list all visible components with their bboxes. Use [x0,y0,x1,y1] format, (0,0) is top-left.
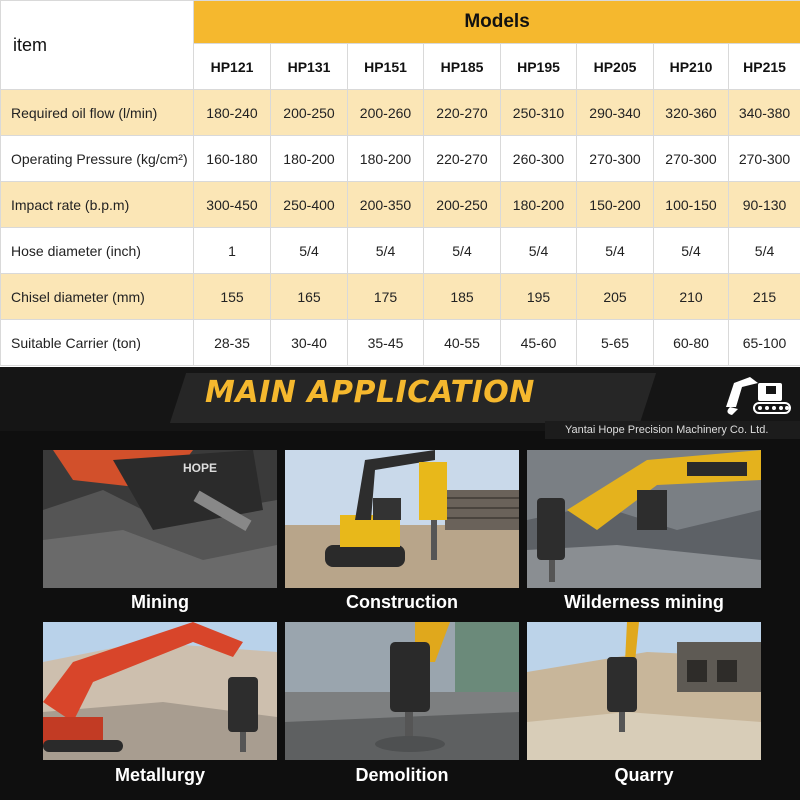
spec-row [1,274,800,320]
spec-row [1,320,800,366]
spec-value: 1 [194,228,271,274]
tile-caption: Metallurgy [114,765,206,785]
spec-value: 5-65 [577,320,654,366]
spec-value: 290-340 [577,90,654,136]
model-name: HP151 [348,44,424,90]
spec-row [1,228,800,274]
spec-value: 155 [194,274,271,320]
spec-table-section [0,0,800,367]
spec-value: 185 [424,274,501,320]
spec-value: 215 [729,274,800,320]
spec-value: 60-80 [654,320,729,366]
spec-value: 40-55 [424,320,501,366]
spec-value: 65-100 [729,320,800,366]
company-name: Yantai Hope Precision Machinery Co. Ltd. [545,421,800,439]
spec-value: 220-270 [424,90,501,136]
row-label: Required oil flow (l/min) [1,90,194,136]
row-label: Impact rate (b.p.m) [1,182,194,228]
tile-caption: Demolition [355,765,449,785]
spec-value: 270-300 [729,136,800,182]
spec-value: 320-360 [654,90,729,136]
row-label: Operating Pressure (kg/cm²) [1,136,194,182]
spec-value: 250-400 [271,182,348,228]
spec-value: 200-250 [271,90,348,136]
spec-value: 160-180 [194,136,271,182]
spec-value: 5/4 [271,228,348,274]
spec-value: 165 [271,274,348,320]
spec-value: 5/4 [729,228,800,274]
spec-row [1,182,800,228]
tile-caption: Construction [346,592,458,612]
spec-value: 270-300 [577,136,654,182]
spec-value: 180-200 [348,136,424,182]
spec-value: 195 [501,274,577,320]
spec-value: 200-350 [348,182,424,228]
tile-caption: Quarry [614,765,674,785]
spec-value: 180-200 [271,136,348,182]
spec-value: 340-380 [729,90,800,136]
spec-value: 300-450 [194,182,271,228]
main-application-section [0,367,800,800]
model-name: HP195 [501,44,577,90]
spec-value: 5/4 [577,228,654,274]
quarry-photo [527,622,761,760]
spec-value: 180-240 [194,90,271,136]
model-name: HP185 [424,44,501,90]
models-header: Models [194,1,800,44]
spec-value: 175 [348,274,424,320]
tile-caption: Wilderness mining [564,592,724,612]
spec-value: 30-40 [271,320,348,366]
row-label: Hose diameter (inch) [1,228,194,274]
spec-value: 35-45 [348,320,424,366]
excavator-icon [720,373,794,417]
spec-value: 45-60 [501,320,577,366]
row-label: Chisel diameter (mm) [1,274,194,320]
svg-text:HOPE: HOPE [183,461,218,475]
tile-caption: Mining [131,592,189,612]
spec-value: 220-270 [424,136,501,182]
spec-value: 260-300 [501,136,577,182]
demolition-photo [285,622,519,760]
model-name: HP131 [271,44,348,90]
spec-value: 5/4 [654,228,729,274]
spec-value: 5/4 [501,228,577,274]
spec-row [1,136,800,182]
spec-value: 250-310 [501,90,577,136]
metallurgy-photo [43,622,277,760]
row-label: Suitable Carrier (ton) [1,320,194,366]
item-header: item [1,1,194,90]
spec-value: 5/4 [348,228,424,274]
wilderness-mining-photo [527,450,761,588]
mining-photo [43,450,277,588]
spec-value: 200-250 [424,182,501,228]
spec-value: 210 [654,274,729,320]
model-name: HP205 [577,44,654,90]
construction-photo [285,450,519,588]
spec-value: 180-200 [501,182,577,228]
spec-value: 28-35 [194,320,271,366]
model-name: HP215 [729,44,800,90]
spec-value: 5/4 [424,228,501,274]
spec-value: 200-260 [348,90,424,136]
spec-value: 100-150 [654,182,729,228]
spec-value: 150-200 [577,182,654,228]
spec-table [0,0,800,366]
spec-row [1,90,800,136]
section-title: MAIN APPLICATION [205,375,535,410]
spec-value: 90-130 [729,182,800,228]
model-name: HP210 [654,44,729,90]
spec-value: 270-300 [654,136,729,182]
model-name: HP121 [194,44,271,90]
spec-value: 205 [577,274,654,320]
